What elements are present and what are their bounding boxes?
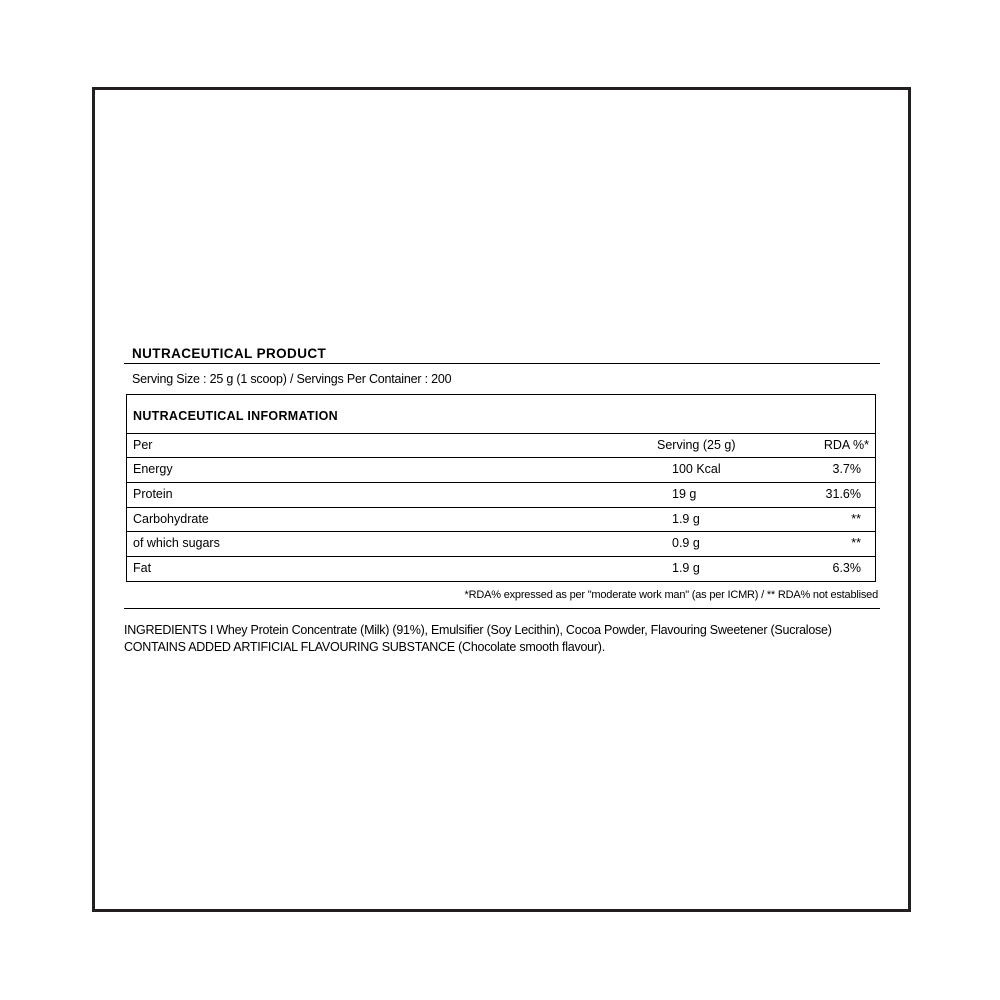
row-serving: 1.9 g bbox=[672, 561, 700, 575]
flavouring-notice: CONTAINS ADDED ARTIFICIAL FLAVOURING SUBSTANCE (Chocolate smooth flavour). bbox=[124, 640, 605, 654]
row-rda: 3.7% bbox=[832, 462, 861, 476]
row-name: of which sugars bbox=[133, 536, 220, 550]
header-rda: RDA %* bbox=[823, 438, 869, 452]
ingredients-line: INGREDIENTS I Whey Protein Concentrate (Milk) (91%), Emulsifier (Soy Lecithin), Cocoa Powder, Flavouring Sweetener (Sucralose) bbox=[124, 623, 832, 637]
row-serving: 19 g bbox=[672, 487, 697, 501]
row-rda: 31.6% bbox=[825, 487, 861, 501]
row-name: Fat bbox=[133, 561, 152, 575]
serving-size-line: Serving Size : 25 g (1 scoop) / Servings Per Container : 200 bbox=[132, 372, 452, 386]
row-rda: 6.3% bbox=[832, 561, 861, 575]
row-serving: 100 Kcal bbox=[672, 462, 721, 476]
table-row-sugars bbox=[127, 531, 875, 555]
nutrition-table bbox=[126, 394, 876, 582]
table-row-energy bbox=[127, 457, 875, 481]
divider-top bbox=[124, 363, 880, 364]
row-name: Energy bbox=[133, 462, 173, 476]
ingredients-text bbox=[124, 622, 832, 656]
row-serving: 1.9 g bbox=[672, 512, 700, 526]
row-serving: 0.9 g bbox=[672, 536, 700, 550]
table-title: NUTRACEUTICAL INFORMATION bbox=[133, 409, 338, 423]
row-name: Carbohydrate bbox=[133, 512, 209, 526]
table-header-row bbox=[127, 433, 875, 457]
header-per: Per bbox=[133, 438, 153, 452]
table-row-protein bbox=[127, 482, 875, 506]
row-name: Protein bbox=[133, 487, 173, 501]
row-rda: ** bbox=[851, 536, 861, 550]
product-title: NUTRACEUTICAL PRODUCT bbox=[132, 346, 327, 361]
divider-bottom bbox=[124, 608, 880, 609]
table-row-carbohydrate bbox=[127, 507, 875, 531]
row-rda: ** bbox=[851, 512, 861, 526]
header-serving: Serving (25 g) bbox=[657, 438, 736, 452]
rda-footnote: *RDA% expressed as per "moderate work man" (as per ICMR) / ** RDA% not establised bbox=[464, 589, 878, 601]
table-row-fat bbox=[127, 556, 875, 581]
